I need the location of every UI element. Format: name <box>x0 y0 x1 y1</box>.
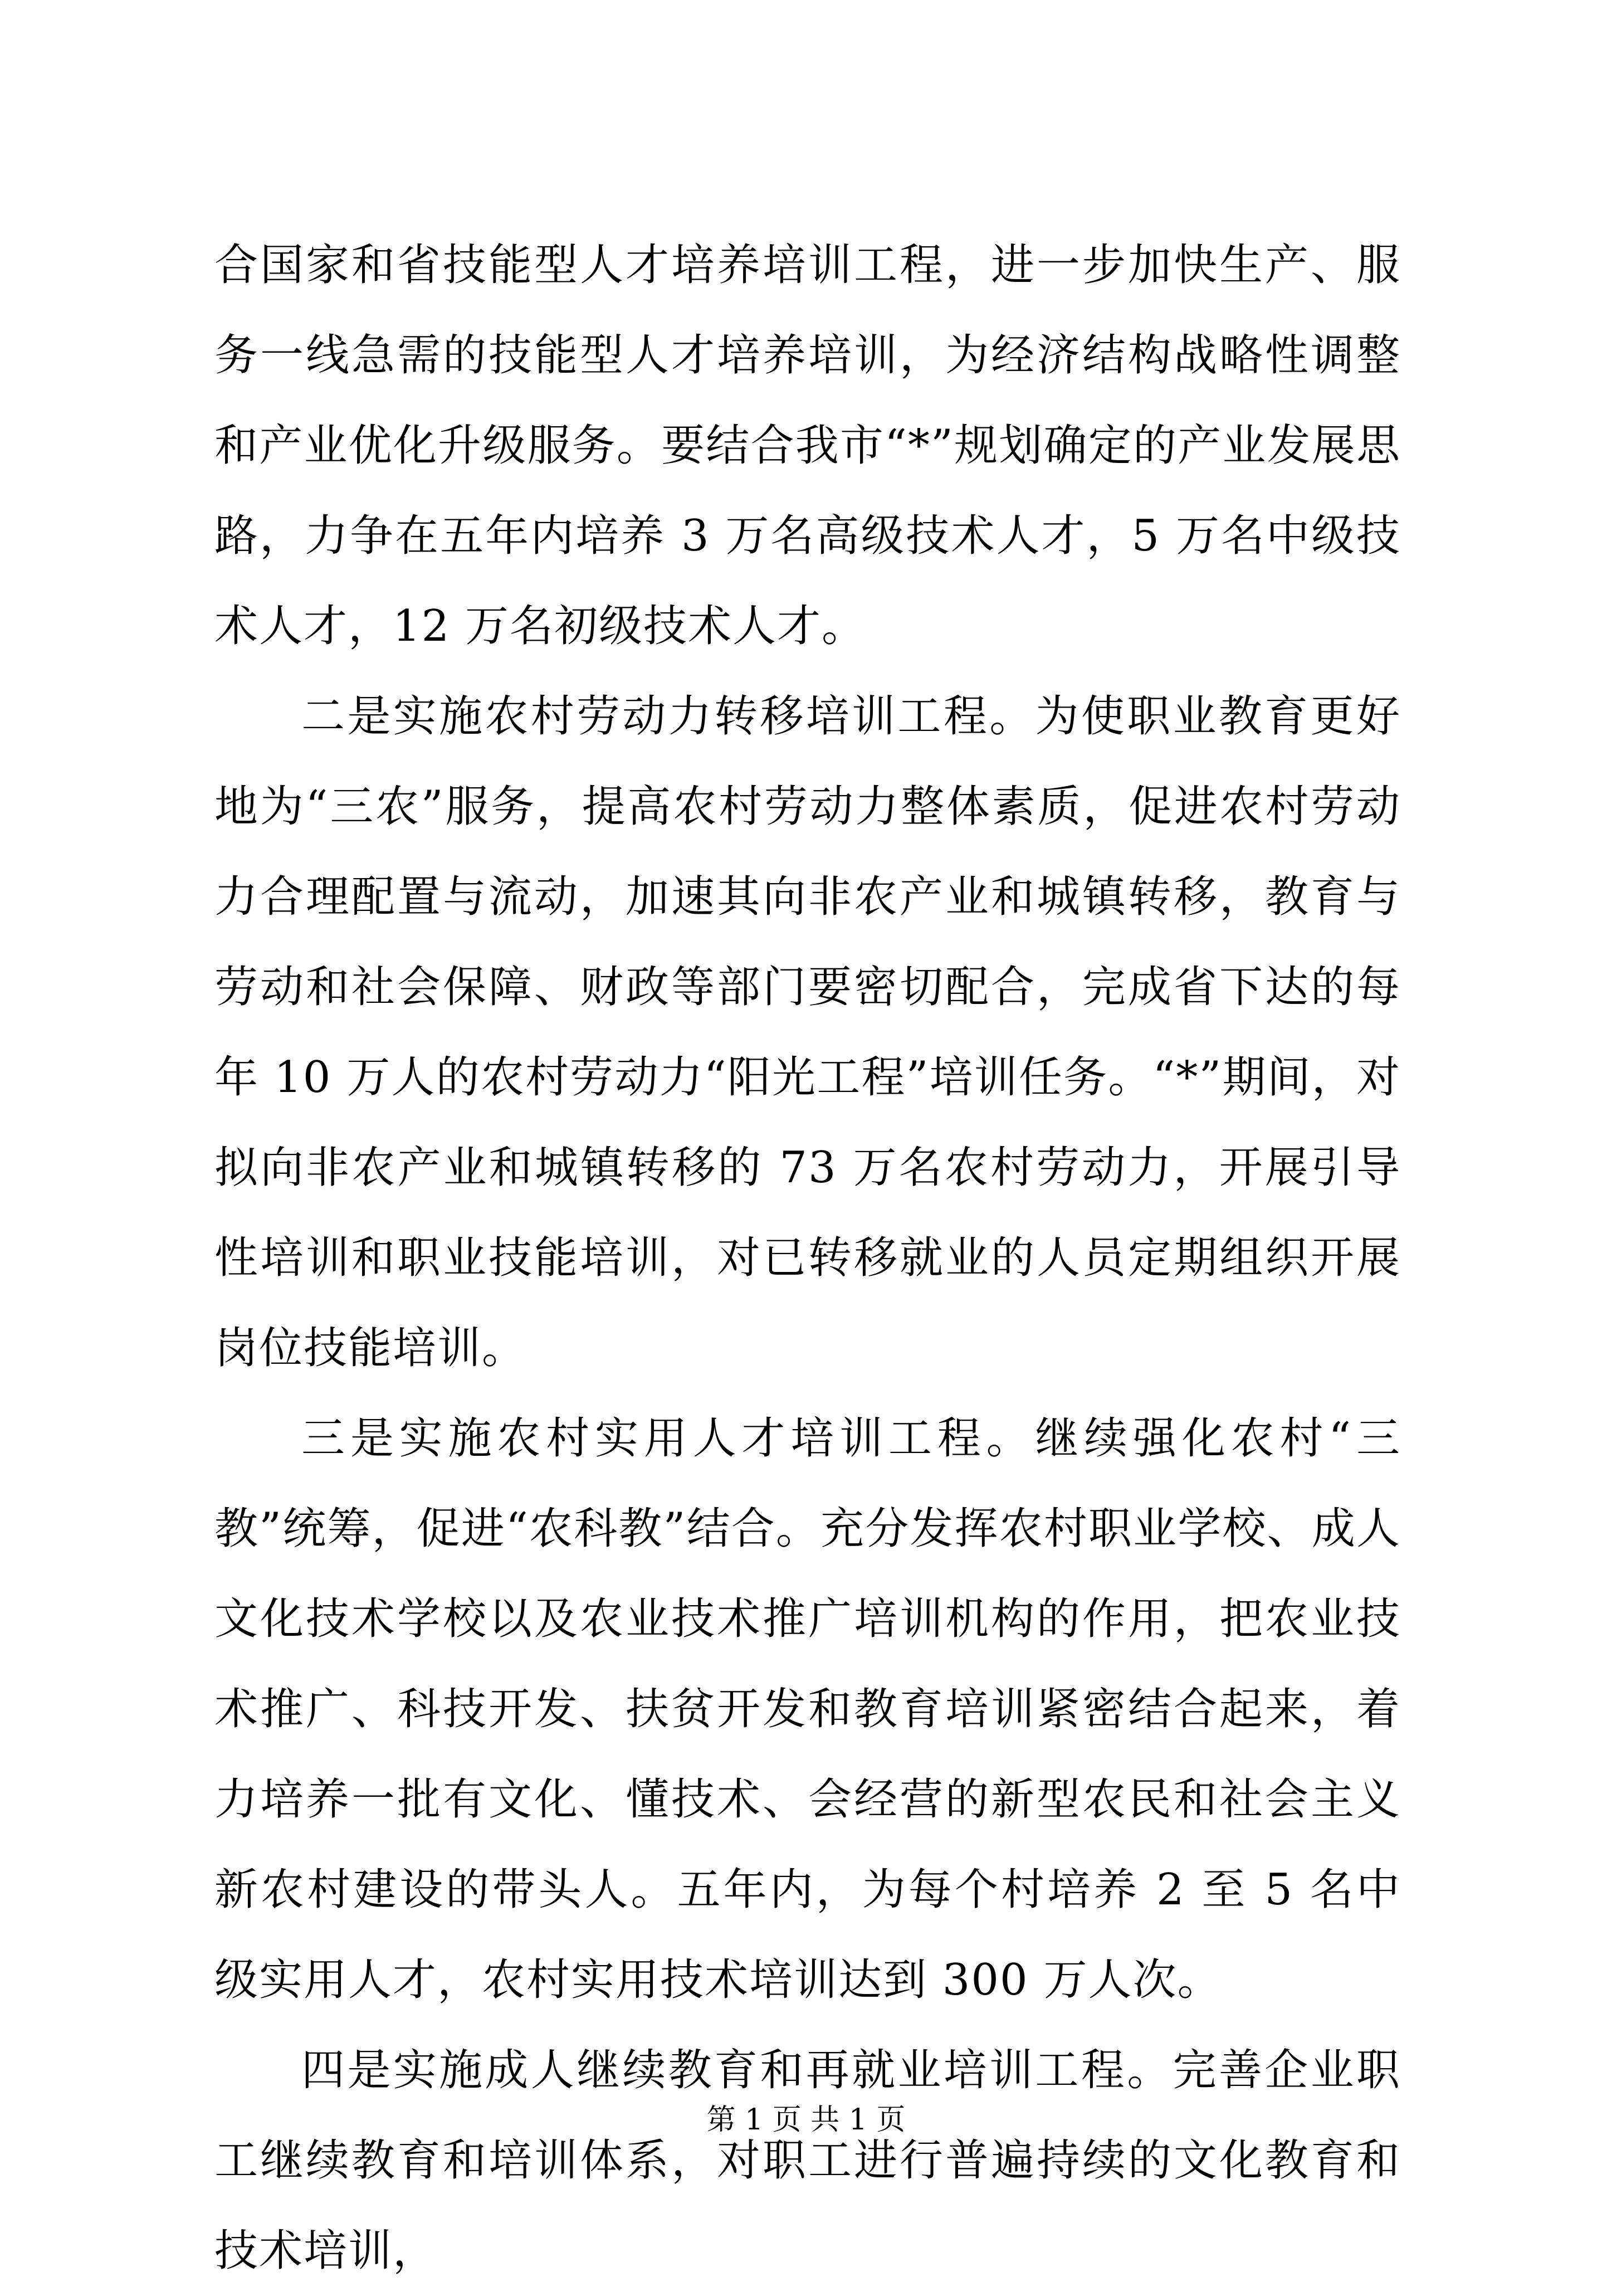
paragraph-continuation: 合国家和省技能型人才培养培训工程，进一步加快生产、服务一线急需的技能型人才培养培训，为经济结构战略性调整和产业优化升级服务。要结合我市“*”规划确定的产业发展思路，力争在五年内培养 3 万名高级技术人才，5 万名中级技术人才，12 万名初级技术人才。 <box>214 240 1401 651</box>
paragraph-rural-labor-transfer: 二是实施农村劳动力转移培训工程。为使职业教育更好地为“三农”服务，提高农村劳动力整体素质，促进农村劳动力合理配置与流动，加速其向非农产业和城镇转移，教育与劳动和社会保障、财政等部门要密切配合，完成省下达的每年 10 万人的农村劳动力“阳光工程”培训任务。“*”期间，对拟向非农产业和城镇转移的 73 万名农村劳动力，开展引导性培训和职业技能培训，对已转移就业的人员定期组织开展岗位技能培训。 <box>214 691 1401 1373</box>
document-body <box>214 220 1401 2296</box>
paragraph-rural-talent-training: 三是实施农村实用人才培训工程。继续强化农村“三教”统筹，促进“农科教”结合。充分发挥农村职业学校、成人文化技术学校以及农业技术推广培训机构的作用，把农业技术推广、科技开发、扶贫开发和教育培训紧密结合起来，着力培养一批有文化、懂技术、会经营的新型农民和社会主义新农村建设的带头人。五年内，为每个村培养 2 至 5 名中级实用人才，农村实用技术培训达到 300 万人次。 <box>214 1413 1401 2005</box>
page-footer: 第 1 页 共 1 页 <box>706 2103 906 2137</box>
paragraph-adult-education: 四是实施成人继续教育和再就业培训工程。完善企业职工继续教育和培训体系，对职工进行普遍持续的文化教育和技术培训， <box>214 2045 1401 2276</box>
